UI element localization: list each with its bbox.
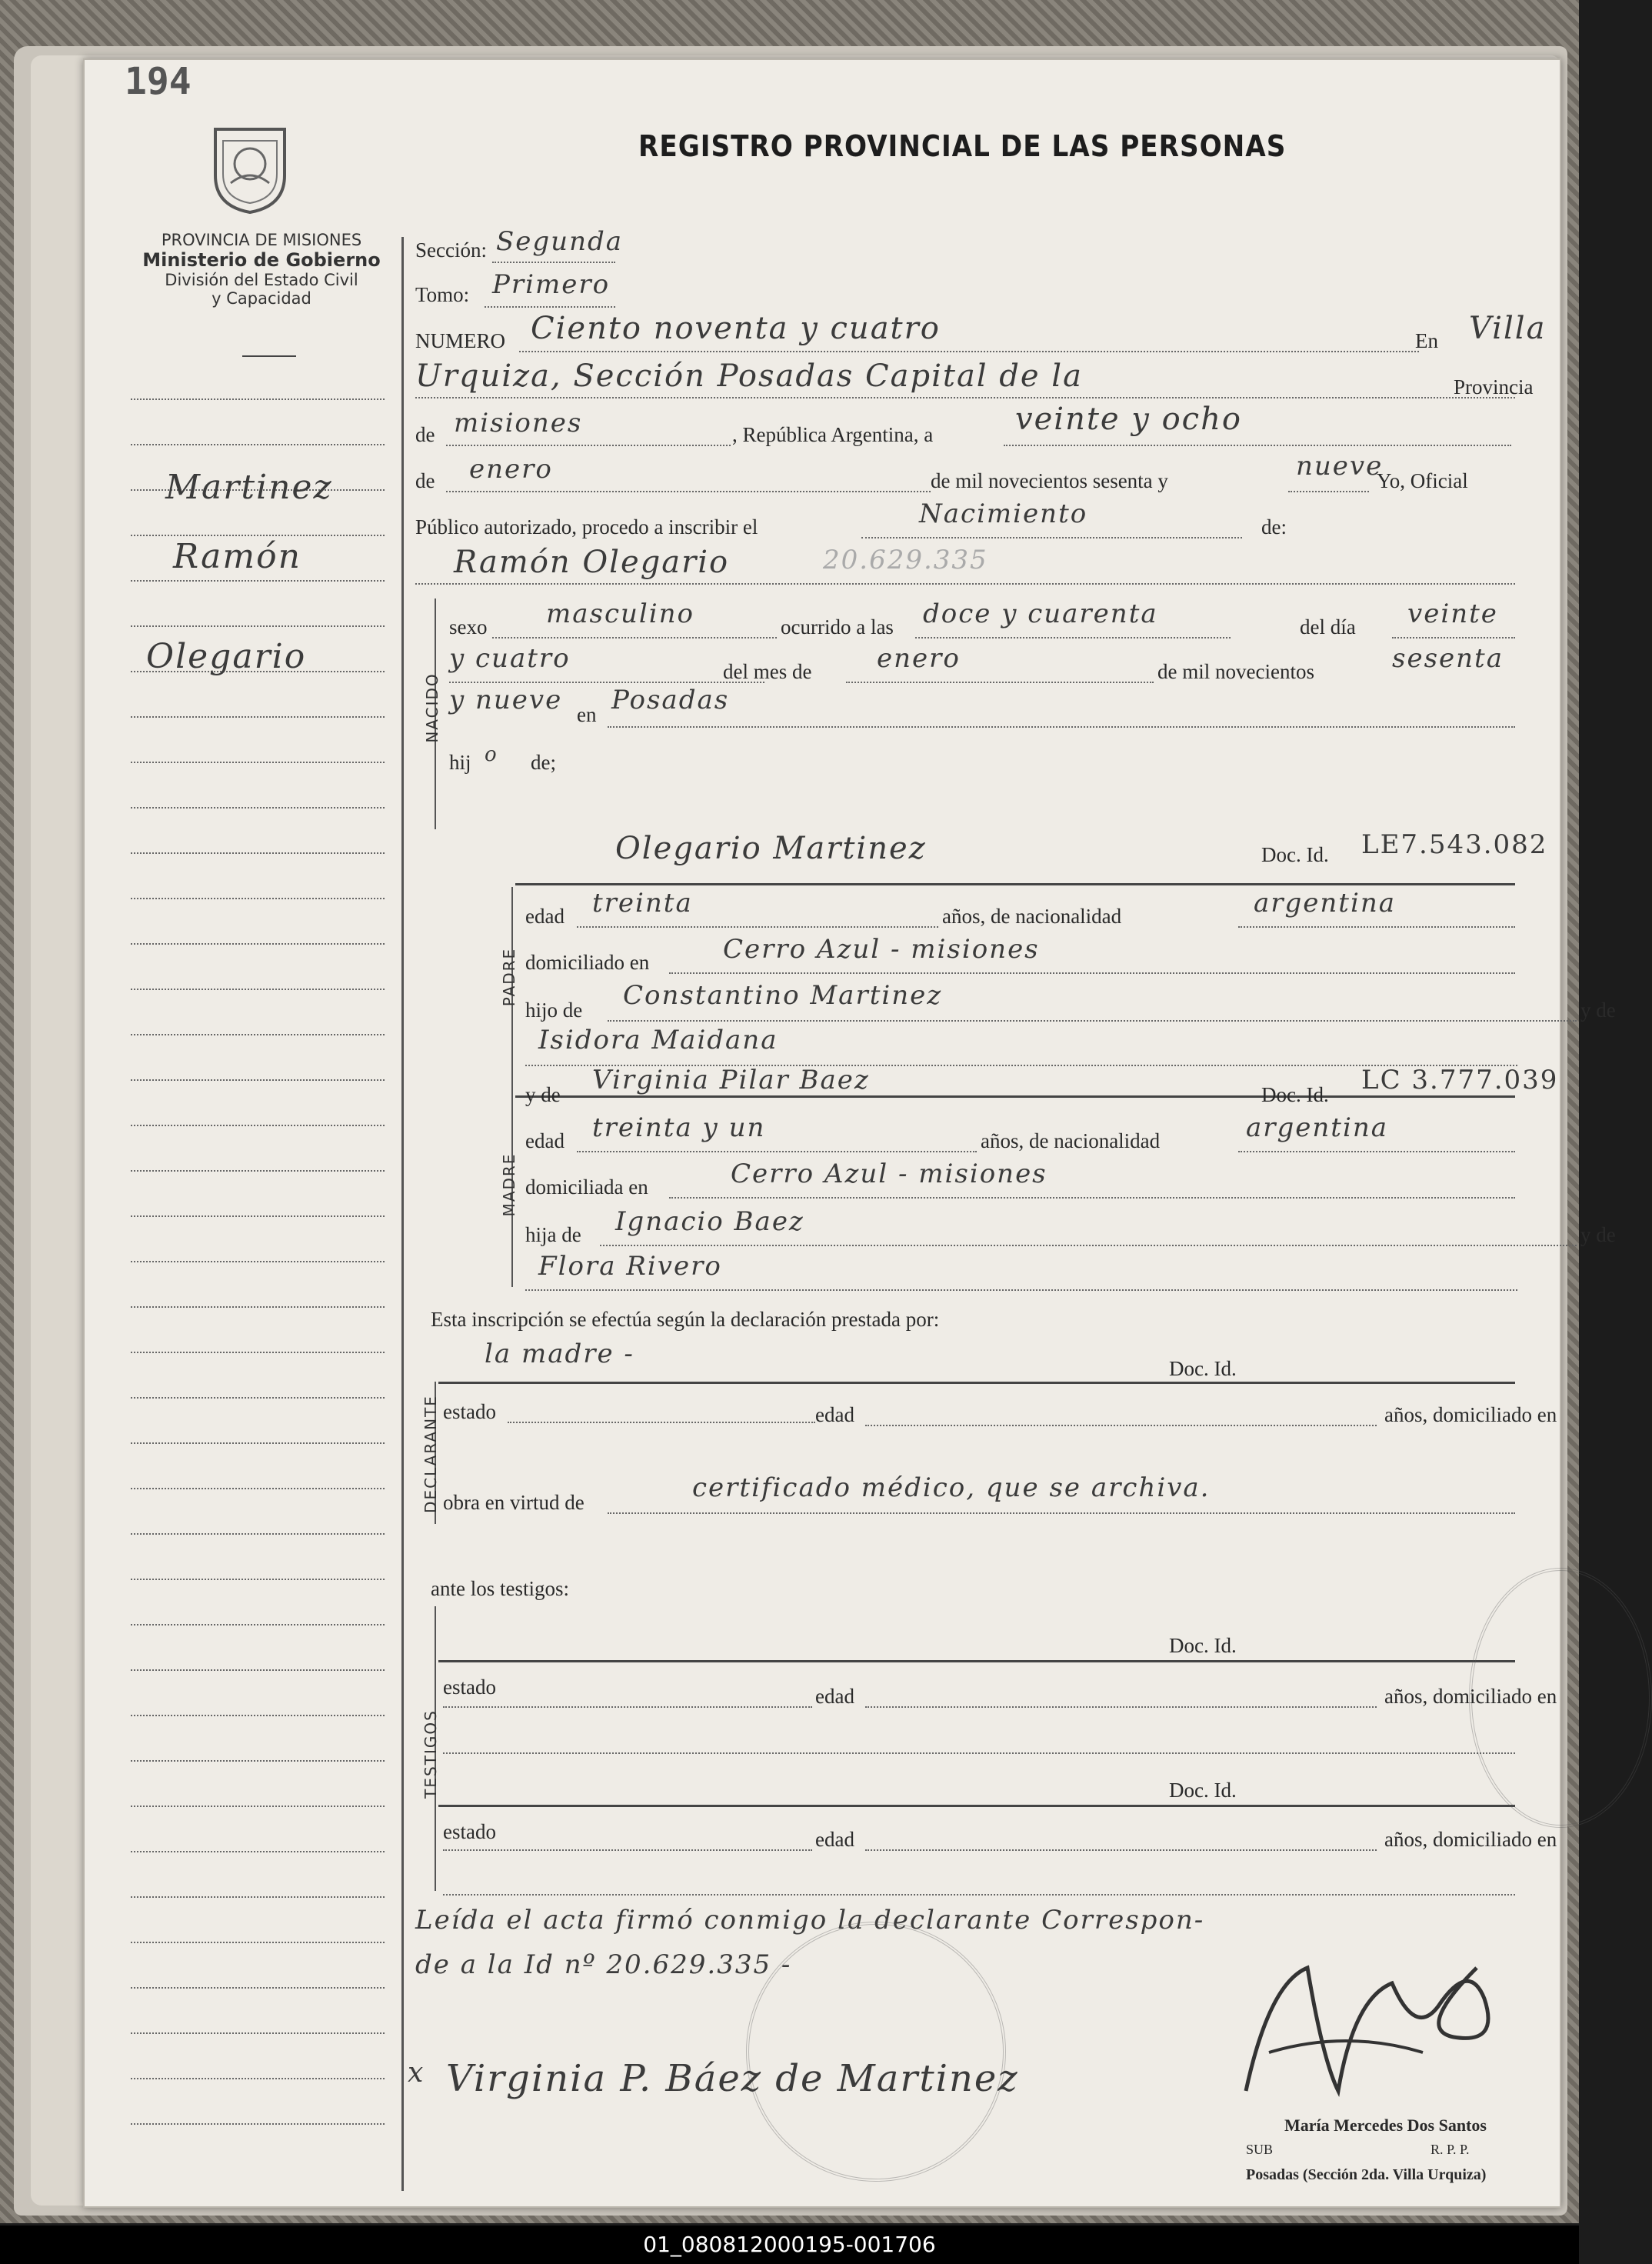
declarante-anios-label: años, domiciliado en xyxy=(1384,1403,1557,1426)
act-type: Nacimiento xyxy=(919,498,1088,529)
de2-label: de xyxy=(415,469,435,492)
closing-line2: de a la Id nº 20.629.335 - xyxy=(415,1949,792,1980)
testigo1-dom-line xyxy=(443,1752,1515,1754)
margin-rule-line xyxy=(131,1261,385,1262)
testigo1-anios-label: años, domiciliado en xyxy=(1384,1685,1557,1708)
declarante-obra-value: certificado médico, que se archiva. xyxy=(692,1472,1211,1503)
margin-rule-line xyxy=(131,2078,385,2079)
margin-rule-line xyxy=(131,2032,385,2034)
margin-rule-line xyxy=(131,444,385,445)
dia-line xyxy=(1392,637,1515,639)
register-page xyxy=(83,58,1616,2208)
declarante-value: la madre - xyxy=(485,1339,634,1369)
madre-doc-label: Doc. Id. xyxy=(1261,1083,1329,1106)
dia-value2: y cuatro xyxy=(449,643,571,674)
officer-place: Posadas (Sección 2da. Villa Urquiza) xyxy=(1246,2166,1487,2183)
padre-father-value: Constantino Martinez xyxy=(623,980,943,1011)
margin-rule-line xyxy=(131,535,385,536)
lugar-en-label: en xyxy=(577,703,597,726)
margin-separator xyxy=(401,237,404,2191)
madre-y-de-label2: y de xyxy=(1580,1223,1616,1246)
margin-rule-line xyxy=(131,1851,385,1852)
testigo1-rule xyxy=(438,1660,1515,1662)
margin-rule-line xyxy=(131,943,385,945)
margin-rule-line xyxy=(131,1942,385,1943)
madre-edad-value: treinta y un xyxy=(592,1112,766,1143)
margin-rule-line xyxy=(131,2123,385,2125)
padre-hijo-label: hijo de xyxy=(525,999,583,1022)
madre-nac-value: argentina xyxy=(1246,1112,1389,1143)
act-type-line xyxy=(861,537,1242,538)
margin-name2: Olegario xyxy=(146,637,307,676)
image-id-caption: 01_080812000195-001706 xyxy=(643,2232,936,2257)
org-block xyxy=(131,231,392,308)
mes-value: enero xyxy=(877,643,961,674)
numero-label: NUMERO xyxy=(415,329,506,352)
padre-doc-value: LE7.543.082 xyxy=(1361,829,1548,860)
testigo2-dom-line xyxy=(443,1894,1515,1896)
testigo2-edad-label: edad xyxy=(815,1828,854,1851)
closing-line1: Leída el acta firmó conmigo la declarante Correspon- xyxy=(415,1905,1205,1936)
declarante-edad-line xyxy=(865,1425,1377,1426)
sexo-label: sexo xyxy=(449,615,488,639)
madre-mother-value: Flora Rivero xyxy=(538,1251,722,1282)
madre-edad-label: edad xyxy=(525,1129,565,1152)
declarante-doc-label: Doc. Id. xyxy=(1169,1357,1237,1380)
publico-label: Público autorizado, procedo a inscribir el xyxy=(415,515,758,538)
date-day-line xyxy=(1004,445,1511,446)
margin-rule-line xyxy=(131,1669,385,1671)
madre-mother-line xyxy=(525,1289,1517,1291)
margin-rule-line xyxy=(131,1306,385,1308)
provincia-label: Provincia xyxy=(1454,375,1534,398)
ocurrido-label: ocurrido a las xyxy=(781,615,894,639)
signature-declarante: Virginia P. Báez de Martinez xyxy=(446,2057,1019,2100)
margin-name1: Ramón xyxy=(173,537,301,576)
testigo1-edad-line xyxy=(865,1706,1377,1708)
org-line4: y Capacidad xyxy=(211,289,311,308)
declarante-intro: Esta inscripción se efectúa según la declaración prestada por: xyxy=(431,1308,940,1331)
margin-rule-line xyxy=(131,1170,385,1172)
place-value: Urquiza, Sección Posadas Capital de la xyxy=(415,358,1083,394)
republica-label: , República Argentina, a xyxy=(732,423,934,446)
official-stamp xyxy=(746,1922,1006,2182)
date-month-line xyxy=(446,491,931,492)
madre-hija-label: hija de xyxy=(525,1223,581,1246)
declarante-label: DECLARANTE xyxy=(421,1395,440,1513)
margin-rule-line xyxy=(131,1488,385,1489)
year-label: de mil novecientos sesenta y xyxy=(931,469,1168,492)
org-line3: División del Estado Civil xyxy=(165,271,358,289)
margin-rule-line xyxy=(131,989,385,990)
madre-doc-value: LC 3.777.039 xyxy=(1361,1065,1559,1095)
margin-rule-line xyxy=(131,852,385,854)
tomo-value: Primero xyxy=(492,269,611,300)
margin-rule-line xyxy=(131,398,385,400)
padre-y-de-label: y de xyxy=(1580,999,1616,1022)
margin-rule-line xyxy=(131,1079,385,1081)
margin-rule-line xyxy=(131,1125,385,1126)
lugar-line xyxy=(608,726,1515,728)
margin-rule-line xyxy=(131,1806,385,1807)
hijo-de-label: de; xyxy=(531,751,556,774)
madre-name: Virginia Pilar Baez xyxy=(592,1065,870,1095)
folio-number: 194 xyxy=(125,60,192,103)
provincia-value: misiones xyxy=(454,408,583,438)
madre-edad-line xyxy=(577,1151,977,1152)
hijo-label: hij xyxy=(449,751,471,774)
madre-y-de-label: y de xyxy=(525,1083,561,1106)
numero-line xyxy=(519,351,1419,352)
sexo-line xyxy=(492,637,777,639)
tomo-line xyxy=(485,306,615,308)
padre-father-line xyxy=(608,1020,1577,1022)
margin-surname: Martinez xyxy=(165,468,333,507)
testigo2-rule xyxy=(438,1805,1515,1807)
margin-rule-line xyxy=(131,1442,385,1444)
testigos-intro: ante los testigos: xyxy=(431,1577,569,1600)
org-line2: Ministerio de Gobierno xyxy=(142,249,381,271)
madre-label: MADRE xyxy=(500,1152,518,1217)
date-month: enero xyxy=(469,454,553,485)
margin-rule-line xyxy=(131,1034,385,1035)
margin-rule-line xyxy=(131,716,385,718)
margin-rule-line xyxy=(131,762,385,763)
year-value: nueve xyxy=(1296,451,1384,482)
padre-nac-line xyxy=(1238,926,1515,928)
signature-x: x xyxy=(408,2057,425,2089)
padre-edad-label: edad xyxy=(525,905,565,928)
hijo-suffix: o xyxy=(485,743,498,766)
hora-line xyxy=(915,637,1231,639)
child-name: Ramón Olegario xyxy=(454,545,730,580)
mes-label: del mes de xyxy=(723,660,812,683)
declarante-estado-label: estado xyxy=(443,1400,496,1423)
testigo2-anios-label: años, domiciliado en xyxy=(1384,1828,1557,1851)
padre-dom-value: Cerro Azul - misiones xyxy=(723,934,1040,965)
de3-label: de: xyxy=(1261,515,1287,538)
oficial-label: Yo, Oficial xyxy=(1377,469,1468,492)
madre-nac-label: años, de nacionalidad xyxy=(981,1129,1161,1152)
padre-nac-label: años, de nacionalidad xyxy=(942,905,1122,928)
margin-rule-line xyxy=(131,625,385,627)
nac-year-value: sesenta xyxy=(1392,643,1504,674)
dia-value: veinte xyxy=(1407,599,1498,629)
officer-name: María Mercedes Dos Santos xyxy=(1284,2116,1487,2135)
padre-nac-value: argentina xyxy=(1254,888,1397,919)
page-title: REGISTRO PROVINCIAL DE LAS PERSONAS xyxy=(638,129,1287,163)
madre-dom-line xyxy=(669,1197,1515,1199)
padre-edad-value: treinta xyxy=(592,888,693,919)
testigo2-doc-label: Doc. Id. xyxy=(1169,1779,1237,1802)
de-label: de xyxy=(415,423,435,446)
padre-dom-label: domiciliado en xyxy=(525,951,650,974)
declarante-top-rule xyxy=(438,1382,1515,1384)
org-divider xyxy=(242,355,296,357)
padre-dom-line xyxy=(669,972,1515,974)
margin-rule-line xyxy=(131,580,385,582)
child-name-line xyxy=(415,583,1515,585)
province-seal xyxy=(208,122,292,214)
year-line xyxy=(1288,491,1369,492)
margin-rule-line xyxy=(131,1760,385,1762)
madre-dom-label: domiciliada en xyxy=(525,1175,648,1199)
declarante-edad-label: edad xyxy=(815,1403,854,1426)
padre-edad-line xyxy=(577,926,938,928)
padre-mother-value: Isidora Maidana xyxy=(538,1025,778,1055)
seccion-label: Sección: xyxy=(415,238,487,262)
margin-rule-line xyxy=(131,1215,385,1217)
testigo1-doc-label: Doc. Id. xyxy=(1169,1634,1237,1657)
testigo1-estado-line xyxy=(443,1706,812,1708)
provincia-line xyxy=(446,445,731,446)
margin-rule-line xyxy=(131,1352,385,1353)
declarante-estado-line xyxy=(508,1422,815,1423)
madre-father-value: Ignacio Baez xyxy=(615,1206,804,1237)
mes-line xyxy=(846,682,1154,683)
padre-doc-label: Doc. Id. xyxy=(1261,843,1329,866)
margin-rule-line xyxy=(131,1533,385,1535)
testigo2-edad-line xyxy=(865,1849,1377,1851)
dia2-line xyxy=(449,682,764,683)
madre-dom-value: Cerro Azul - misiones xyxy=(731,1159,1047,1189)
madre-nac-line xyxy=(1238,1151,1515,1152)
child-id-faint: 20.629.335 xyxy=(823,545,988,575)
margin-rule-line xyxy=(131,1579,385,1580)
testigos-label: TESTIGOS xyxy=(421,1709,440,1799)
padre-name: Olegario Martinez xyxy=(615,831,927,866)
seccion-line xyxy=(492,262,615,263)
dia-label: del día xyxy=(1300,615,1356,639)
officer-title: SUB xyxy=(1246,2142,1274,2157)
margin-rule-line xyxy=(131,1987,385,1989)
nacido-label: NACIDO xyxy=(423,672,441,743)
margin-rule-line xyxy=(131,1397,385,1399)
declarante-obra-line xyxy=(608,1512,1515,1514)
officer-sub: R. P. P. xyxy=(1431,2142,1470,2157)
margin-rule-line xyxy=(131,1715,385,1716)
madre-top-rule xyxy=(515,1095,1515,1098)
org-line1: PROVINCIA DE MISIONES xyxy=(161,231,362,249)
en-label: En xyxy=(1415,329,1438,352)
testigo2-estado-line xyxy=(443,1849,812,1851)
place-line xyxy=(415,397,1515,398)
edge-stamp xyxy=(1469,1568,1652,1828)
officer-signature xyxy=(1223,1937,1530,2122)
tomo-label: Tomo: xyxy=(415,283,470,306)
declarante-obra-label: obra en virtud de xyxy=(443,1491,585,1514)
sexo-value: masculino xyxy=(546,599,695,629)
testigo2-estado-label: estado xyxy=(443,1820,496,1843)
seccion-value: Segunda xyxy=(496,226,624,257)
testigo1-edad-label: edad xyxy=(815,1685,854,1708)
lugar-value: Posadas xyxy=(611,685,730,715)
nac-year-label: de mil novecientos xyxy=(1157,660,1314,683)
padre-top-rule xyxy=(515,883,1515,885)
date-day: veinte y ocho xyxy=(1015,402,1242,437)
margin-rule-line xyxy=(131,1896,385,1898)
margin-rule-line xyxy=(131,898,385,899)
madre-father-line xyxy=(600,1245,1577,1246)
padre-label: PADRE xyxy=(500,947,518,1007)
margin-rule-line xyxy=(131,807,385,809)
testigo1-estado-label: estado xyxy=(443,1675,496,1699)
hora-value: doce y cuarenta xyxy=(923,599,1158,629)
margin-rule-line xyxy=(131,1624,385,1625)
numero-value: Ciento noventa y cuatro xyxy=(531,311,941,346)
en-value: Villa xyxy=(1469,311,1547,346)
nac-year-value2: y nueve xyxy=(449,685,563,715)
